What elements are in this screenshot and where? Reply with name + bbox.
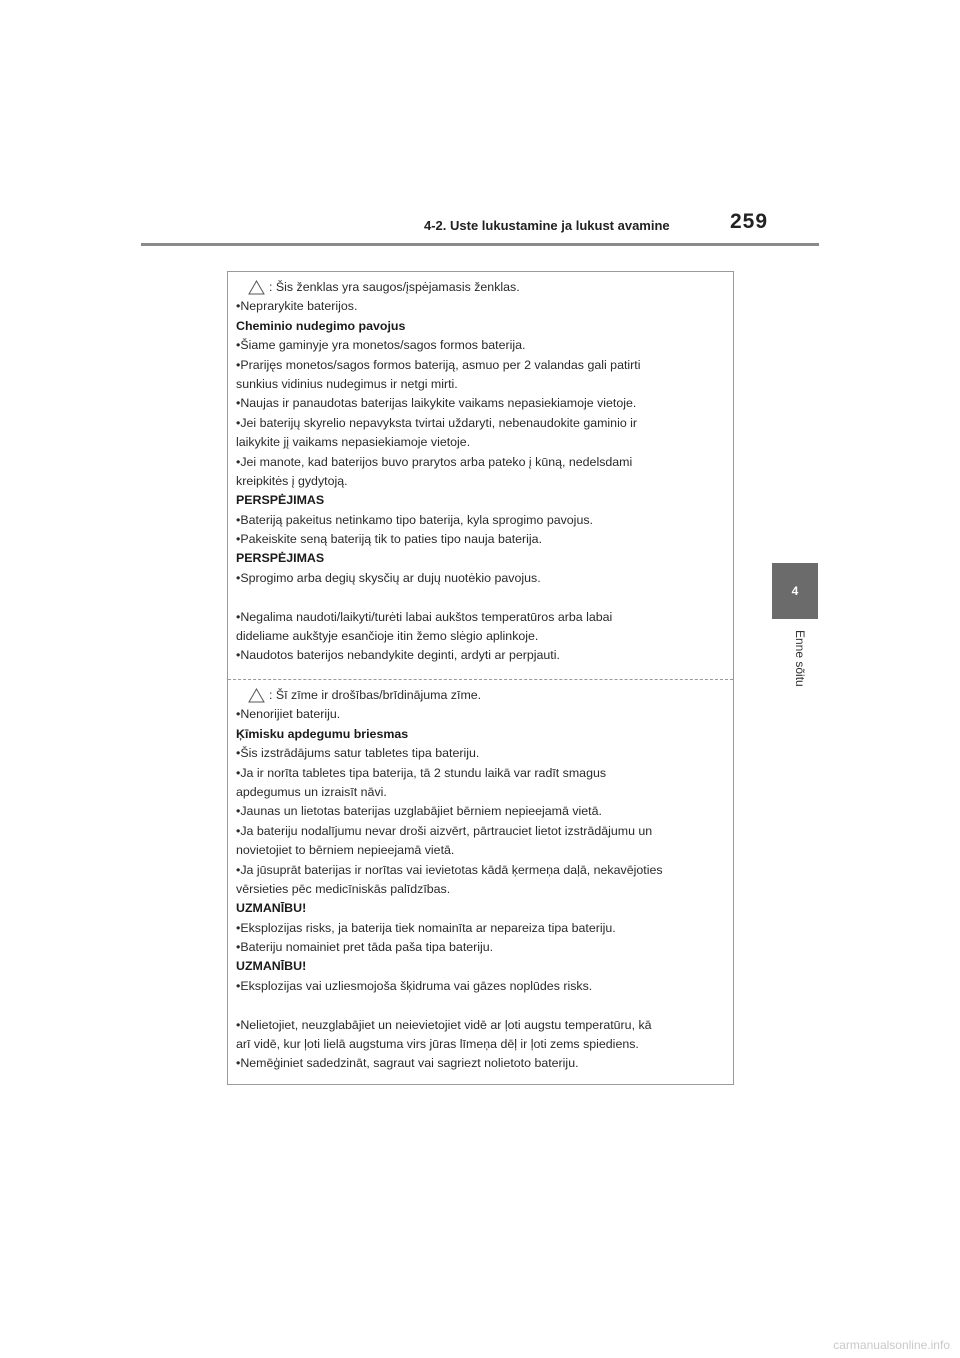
section-header: 4-2. Uste lukustamine ja lukust avamine xyxy=(424,218,670,233)
text-line: •Pakeiskite seną bateriją tik to paties tipo nauja baterija. xyxy=(236,532,543,547)
text-line: •Jei baterijų skyrelio nepavyksta tvirtai uždaryti, nebenaudokite gaminio ir xyxy=(236,415,638,430)
footer-site-link[interactable]: carmanualsonline.info xyxy=(833,1338,950,1352)
warning-heading: PERSPĖJIMAS xyxy=(236,493,325,508)
text-line: •Nenorijiet bateriju. xyxy=(236,707,341,722)
warning-line-text: : Šī zīme ir drošības/brīdinājuma zīme. xyxy=(269,688,482,702)
text-line: novietojiet to bērniem nepieejamā vietā. xyxy=(236,843,455,858)
warning-line-text: : Šis ženklas yra saugos/įspėjamasis ženklas. xyxy=(269,280,520,294)
text-line: •Šis izstrādājums satur tabletes tipa bateriju. xyxy=(236,746,480,761)
text-line: dideliame aukštyje esančioje itin žemo slėgio aplinkoje. xyxy=(236,629,539,644)
warning-triangle-icon xyxy=(248,688,265,703)
text-line: sunkius vidinius nudegimus ir netgi mirti. xyxy=(236,376,458,391)
warning-heading: Cheminio nudegimo pavojus xyxy=(236,318,406,333)
warning-triangle-icon xyxy=(248,280,265,295)
text-line: •Šiame gaminyje yra monetos/sagos formos baterija. xyxy=(236,338,526,353)
text-line: •Negalima naudoti/laikyti/turėti labai aukštos temperatūros arba labai xyxy=(236,609,613,624)
text-line: •Naudotos baterijos nebandykite deginti, ardyti ar perpjauti. xyxy=(236,648,560,663)
chapter-number: 4 xyxy=(791,584,799,598)
blank-line xyxy=(236,588,726,607)
warning-heading: UZMANĪBU! xyxy=(236,959,307,974)
warning-heading: PERSPĖJIMAS xyxy=(236,551,325,566)
text-line: •Ja jūsuprāt baterijas ir norītas vai ievietotas kādā ķermeņa daļā, nekavējoties xyxy=(236,862,663,877)
language-divider xyxy=(228,679,733,680)
warning-heading: Ķīmisku apdegumu briesmas xyxy=(236,726,409,741)
text-line: •Jaunas un lietotas baterijas uzglabājiet bērniem nepieejamā vietā. xyxy=(236,804,602,819)
warning-line xyxy=(236,686,726,705)
warning-section-latvian xyxy=(236,686,726,1074)
warning-section-lithuanian xyxy=(236,278,726,666)
blank-line xyxy=(236,996,726,1015)
header-rule xyxy=(141,243,819,246)
text-line: kreipkitės į gydytoją. xyxy=(236,473,348,488)
text-line: •Naujas ir panaudotas baterijas laikykite vaikams nepasiekiamoje vietoje. xyxy=(236,396,637,411)
text-line: •Bateriju nomainiet pret tāda paša tipa bateriju. xyxy=(236,940,494,955)
battery-warning-box xyxy=(227,271,734,1085)
text-line: •Neprarykite baterijos. xyxy=(236,299,358,314)
warning-line xyxy=(236,278,726,297)
warning-text-lines xyxy=(236,297,726,665)
text-line: •Nemēģiniet sadedzināt, sagraut vai sagriezt nolietoto bateriju. xyxy=(236,1056,579,1071)
warning-heading: UZMANĪBU! xyxy=(236,901,307,916)
text-line: laikykite jį vaikams nepasiekiamoje vietoje. xyxy=(236,435,471,450)
text-line: •Eksplozijas risks, ja baterija tiek nomainīta ar nepareiza tipa bateriju. xyxy=(236,920,616,935)
text-line: •Sprogimo arba degių skysčių ar dujų nuotėkio pavojus. xyxy=(236,570,541,585)
text-line: •Eksplozijas vai uzliesmojoša šķidruma vai gāzes noplūdes risks. xyxy=(236,978,593,993)
text-line: •Nelietojiet, neuzglabājiet un neievietojiet vidē ar ļoti augstu temperatūru, kā xyxy=(236,1017,652,1032)
text-line: •Ja ir norīta tabletes tipa baterija, tā 2 stundu laikā var radīt smagus xyxy=(236,765,607,780)
text-line: •Prarijęs monetos/sagos formos bateriją, asmuo per 2 valandas gali patirti xyxy=(236,357,641,372)
text-line: •Ja bateriju nodalījumu nevar droši aizvērt, pārtrauciet lietot izstrādājumu un xyxy=(236,823,653,838)
text-line: •Bateriją pakeitus netinkamo tipo baterija, kyla sprogimo pavojus. xyxy=(236,512,593,527)
chapter-tab xyxy=(772,563,818,619)
text-line: •Jei manote, kad baterijos buvo prarytos arba pateko į kūną, nedelsdami xyxy=(236,454,633,469)
chapter-label: Enne sõitu xyxy=(793,630,807,687)
text-line: vērsieties pēc medicīniskās palīdzības. xyxy=(236,881,451,896)
text-line: arī vidē, kur ļoti lielā augstuma virs jūras līmeņa dēļ ir ļoti zems spiediens. xyxy=(236,1037,639,1052)
text-line: apdegumus un izraisīt nāvi. xyxy=(236,784,387,799)
page-number: 259 xyxy=(730,210,769,233)
warning-text-lines xyxy=(236,705,726,1073)
